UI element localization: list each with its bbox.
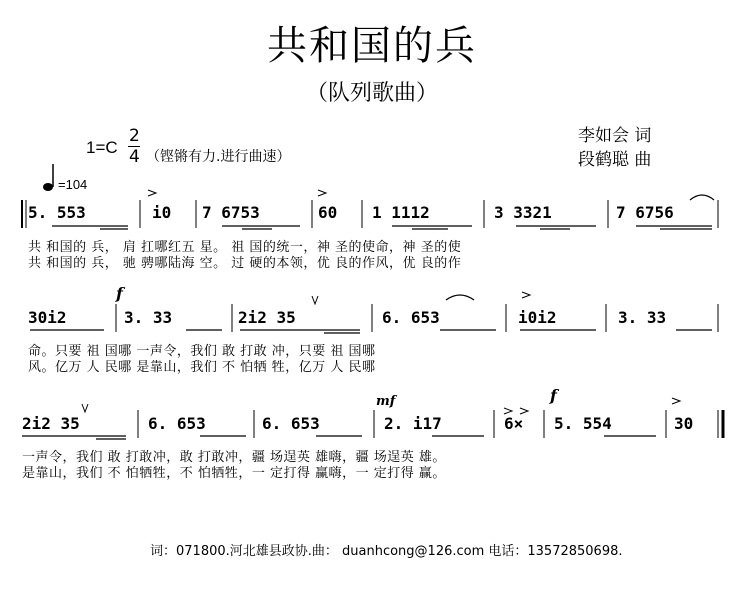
measure-10: 2i2 35 bbox=[238, 308, 296, 327]
measure-17: 2. i17 bbox=[384, 414, 442, 433]
measure-16: 6. 653 bbox=[262, 414, 320, 433]
measure-3: 7 6753 bbox=[202, 203, 260, 222]
measure-6: 3 3321 bbox=[494, 203, 552, 222]
measure-8: 30i2 bbox=[28, 308, 67, 327]
tempo-marking: （铿锵有力.进行曲速） bbox=[146, 149, 291, 165]
measure-15: 6. 653 bbox=[148, 414, 206, 433]
measure-9: 3. 33 bbox=[124, 308, 173, 327]
composer: 段鹤聪 曲 bbox=[578, 150, 652, 170]
measure-14: 2i2 35 bbox=[22, 414, 80, 433]
footer-contact: 词：071800.河北雄县政协.曲： duanhcong@126.com 电话：13572850698. bbox=[150, 544, 623, 559]
measure-5: 1 1112 bbox=[372, 203, 430, 222]
measure-2: i0 bbox=[152, 203, 172, 222]
measure-20: 30 bbox=[674, 414, 694, 433]
lyrics-row-3-verse-2: 是靠山，我们 不 怕牺牲，不 怕牺牲，一 定打得 赢嗨，一 定打得 赢。 bbox=[22, 466, 446, 481]
accents bbox=[148, 190, 680, 414]
measure-12: i0i2 bbox=[518, 308, 557, 327]
lyrics-row-1-verse-2: 共 和国的 兵， 驰 骋哪陆海 空。 过 硬的本领，优 良的作风，优 良的作 bbox=[28, 256, 462, 271]
measure-11: 6. 653 bbox=[382, 308, 440, 327]
time-signature-bottom: 4 bbox=[129, 147, 140, 167]
measure-19: 5. 554 bbox=[554, 414, 612, 433]
measure-1: 5. 553 bbox=[28, 203, 86, 222]
measure-13: 3. 33 bbox=[618, 308, 667, 327]
key-signature: 1=C bbox=[86, 138, 118, 157]
song-title: 共和国的兵 bbox=[267, 23, 477, 69]
lyrics-row-3-verse-1: 一声令，我们 敢 打敢冲，敢 打敢冲，疆 场逞英 雄嗨，疆 场逞英 雄。 bbox=[22, 450, 446, 465]
tempo-bpm: =104 bbox=[58, 177, 88, 192]
song-subtitle: （队列歌曲） bbox=[305, 81, 438, 106]
time-signature-top: 2 bbox=[129, 126, 140, 146]
lyrics-row-2-verse-2: 风。亿万 人 民哪 是靠山，我们 不 怕牺 牲，亿万 人 民哪 bbox=[28, 360, 376, 375]
lyrics-row-1-verse-1: 共 和国的 兵， 肩 扛哪红五 星。 祖 国的统一，神 圣的使命，神 圣的使 bbox=[28, 240, 462, 255]
measure-4: 60 bbox=[318, 203, 338, 222]
measure-18: 6× bbox=[504, 414, 524, 433]
dynamic-forte-2: f bbox=[550, 386, 557, 405]
lyricist: 李如会 词 bbox=[578, 126, 652, 146]
dynamic-mezzo-forte: mf bbox=[376, 394, 396, 409]
slurs bbox=[446, 195, 714, 300]
lyrics-row-2-verse-1: 命。只要 祖 国哪 一声令，我们 敢 打敢 冲，只要 祖 国哪 bbox=[28, 344, 376, 359]
dynamic-forte: f bbox=[116, 284, 123, 303]
measure-7: 7 6756 bbox=[616, 203, 674, 222]
